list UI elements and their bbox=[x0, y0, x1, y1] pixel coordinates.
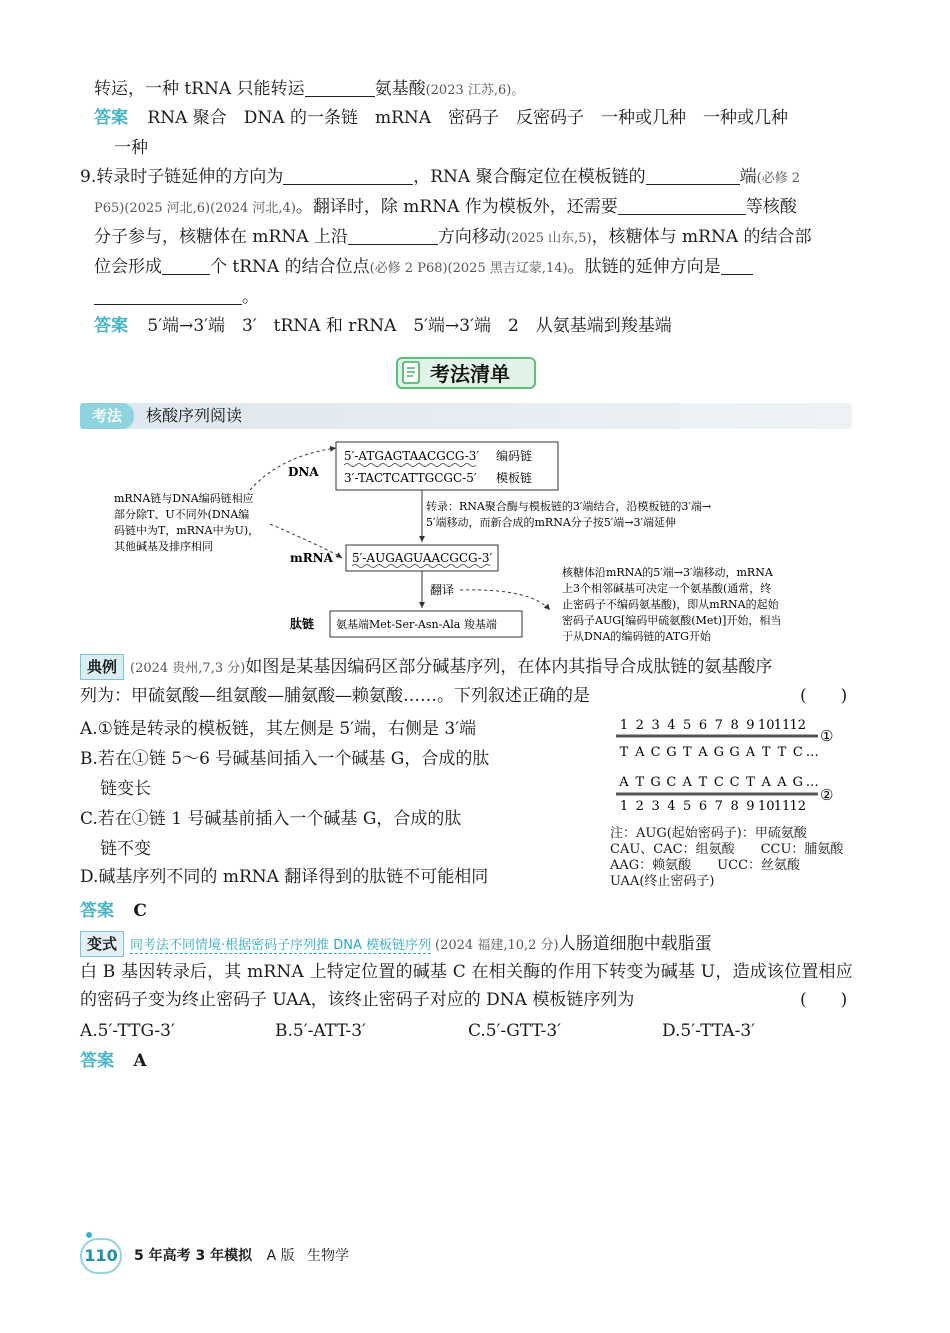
source-note: (必修 2 P68)(2025 黑吉辽蒙,14) bbox=[369, 261, 568, 276]
strand-2-mark: ② bbox=[820, 786, 834, 804]
note-line: CAU、CAC：组氨酸 CCU：脯氨酸 bbox=[610, 842, 844, 857]
base-position-number: 12 bbox=[789, 799, 807, 810]
footer-book-info bbox=[134, 1246, 349, 1266]
text: ，RNA 聚合酶定位在模板链的 bbox=[413, 167, 646, 187]
base-position-number: 8 bbox=[730, 718, 739, 733]
variant-option-a: A.5′-TTG-3′ bbox=[80, 1021, 175, 1041]
variant-line1 bbox=[80, 931, 712, 957]
base-position-number: 2 bbox=[635, 718, 644, 733]
strand-2-base: A bbox=[682, 775, 692, 790]
answer-text: 5′端→3′端 3′ tRNA 和 rRNA 5′端→3′端 2 从氨基端到羧基端 bbox=[147, 316, 672, 336]
transcription-note-line: 5′端移动，而新合成的mRNA分子按5′端→3′端延伸 bbox=[426, 516, 676, 529]
answer-blank bbox=[721, 256, 753, 275]
text: 。肽链的延伸方向是 bbox=[567, 257, 721, 277]
coding-strand-seq: 5′-ATGAGTAACGCG-3′ bbox=[344, 449, 480, 463]
option-b: B.若在①链 5～6 号碱基间插入一个碱基 G，合成的肽 bbox=[80, 749, 490, 769]
source-note: (必修 2 bbox=[756, 171, 801, 186]
ellipsis: … bbox=[805, 775, 819, 790]
base-position-number: 4 bbox=[667, 799, 676, 810]
answer-label: 答案 bbox=[80, 1051, 114, 1071]
example-answer bbox=[80, 900, 147, 922]
book-subject: 生物学 bbox=[307, 1248, 350, 1264]
strand-1-base: T bbox=[682, 745, 692, 760]
q8-answer-cont bbox=[114, 137, 148, 159]
coding-strand-name: 编码链 bbox=[496, 449, 533, 463]
source-note: (2023 江苏,6)。 bbox=[425, 83, 525, 98]
answer-label: 答案 bbox=[94, 108, 128, 128]
template-strand-name: 模板链 bbox=[496, 471, 533, 485]
variant-paren: ( ) bbox=[800, 990, 848, 1010]
strand-1-base: A bbox=[745, 745, 756, 760]
q9-line5 bbox=[94, 286, 259, 308]
source-note: (2024 贵州,7,3 分) bbox=[130, 661, 246, 676]
right-note-line: 上3个相邻碱基可决定一个氨基酸(通常，终 bbox=[562, 582, 772, 595]
strand-1-base: G bbox=[713, 745, 724, 760]
left-note-line: mRNA链与DNA编码链相应 bbox=[114, 492, 254, 505]
right-note-line: 核糖体沿mRNA的5′端→3′端移动，mRNA bbox=[562, 566, 773, 579]
checklist-icon bbox=[400, 359, 424, 387]
option-a: A.①链是转录的模板链，其左侧是 5′端，右侧是 3′端 bbox=[80, 719, 477, 739]
option-c: C.若在①链 1 号碱基前插入一个碱基 G，合成的肽 bbox=[80, 809, 462, 829]
transcription-note-line: 转录：RNA聚合酶与模板链的3′端结合，沿模板链的3′端→ bbox=[426, 500, 712, 513]
text: 端 bbox=[739, 167, 757, 187]
answer-blank bbox=[305, 78, 375, 97]
answer-label: 答案 bbox=[94, 316, 128, 336]
wavy-underline bbox=[344, 464, 476, 467]
text: 方向移动 bbox=[437, 227, 506, 247]
text: 9.转录时子链延伸的方向为 bbox=[80, 167, 284, 187]
answer-blank bbox=[283, 166, 413, 185]
note-line: UAA(终止密码子) bbox=[610, 874, 715, 889]
base-position-number: 6 bbox=[698, 799, 708, 810]
note-line: AAG：赖氨酸 UCC：丝氨酸 bbox=[610, 858, 801, 873]
mrna-seq: 5′-AUGAGUAACGCG-3′ bbox=[352, 551, 493, 565]
left-note-line: 部分除T、U不同外(DNA编 bbox=[114, 508, 250, 521]
base-position-number: 3 bbox=[651, 718, 660, 733]
variant-option-b: B.5′-ATT-3′ bbox=[275, 1021, 366, 1041]
method-bar bbox=[80, 403, 852, 429]
strand-2-base: G bbox=[792, 775, 803, 790]
strand-2-base: T bbox=[746, 775, 755, 790]
base-position-number: 9 bbox=[746, 718, 755, 733]
text: 等核酸 bbox=[745, 197, 797, 217]
text: 。翻译时，除 mRNA 作为模板外，还需要 bbox=[295, 197, 618, 217]
strand-1-base: T bbox=[761, 745, 771, 760]
text: 氨基酸 bbox=[374, 79, 426, 99]
strand-1-base: G bbox=[666, 745, 677, 760]
base-position-number: 7 bbox=[714, 799, 723, 810]
base-position-number: 6 bbox=[698, 718, 708, 733]
right-note-line: 密码子AUG[编码甲硫氨酸(Met)]开始，相当 bbox=[562, 614, 782, 627]
translation-label: 翻译 bbox=[430, 583, 455, 597]
base-position-number: 8 bbox=[730, 799, 739, 810]
dna-label: DNA bbox=[288, 465, 319, 479]
page-number-badge bbox=[80, 1238, 122, 1274]
answer-text: A bbox=[133, 1051, 147, 1071]
strand-2-base: C bbox=[713, 775, 724, 790]
q8-line-end bbox=[94, 78, 524, 102]
text: 个 tRNA 的结合位点 bbox=[210, 257, 370, 277]
left-note-line: 其他碱基及排序相同 bbox=[114, 540, 213, 553]
answer-label: 答案 bbox=[80, 901, 114, 921]
strand-2-base: T bbox=[698, 775, 708, 790]
source-note: (2025 山东,5) bbox=[505, 231, 592, 246]
answer-text: RNA 聚合 DNA 的一条链 mRNA 密码子 反密码子 一种或几种 一种或几种 bbox=[147, 108, 789, 128]
section-title-badge bbox=[396, 357, 536, 389]
dashed-arrow-right bbox=[460, 590, 550, 610]
base-position-number: 10 bbox=[757, 799, 775, 810]
strand-2-base: A bbox=[619, 775, 629, 790]
option-c-cont: 链不变 bbox=[100, 839, 151, 859]
base-position-number: 12 bbox=[789, 718, 807, 733]
base-position-number: 11 bbox=[773, 718, 791, 733]
q9-line2 bbox=[94, 196, 797, 220]
base-position-number: 7 bbox=[714, 718, 723, 733]
base-position-number: 3 bbox=[651, 799, 660, 810]
nucleic-acid-diagram bbox=[110, 438, 830, 648]
strand-1-base: T bbox=[619, 745, 629, 760]
variant-tag: 变式 bbox=[80, 931, 124, 957]
mrna-label: mRNA bbox=[290, 551, 333, 565]
option-b-cont: 链变长 bbox=[100, 779, 151, 799]
variant-option-d: D.5′-TTA-3′ bbox=[662, 1021, 756, 1041]
text: 转运，一种 tRNA 只能转运 bbox=[94, 79, 305, 99]
answer-blank bbox=[618, 196, 746, 215]
option-d: D.碱基序列不同的 mRNA 翻译得到的肽链不可能相同 bbox=[80, 867, 489, 887]
book-edition: A 版 bbox=[266, 1248, 295, 1264]
q8-answer bbox=[94, 107, 788, 129]
variant-answer bbox=[80, 1050, 147, 1072]
q9-answer bbox=[94, 315, 672, 337]
answer-text: C bbox=[133, 901, 147, 921]
q9-line1 bbox=[80, 166, 800, 190]
strand-2-base: T bbox=[635, 775, 645, 790]
text: 位会形成 bbox=[94, 257, 162, 277]
strand-1-base: C bbox=[650, 745, 661, 760]
base-position-number: 10 bbox=[757, 718, 775, 733]
base-position-number: 1 bbox=[619, 718, 629, 733]
strand-1-base: A bbox=[698, 745, 708, 760]
example-line1 bbox=[80, 654, 772, 680]
base-position-number: 11 bbox=[773, 799, 791, 810]
strand-1-base: G bbox=[729, 745, 740, 760]
strand-1-base: C bbox=[792, 745, 803, 760]
source-note: (2024 福建,10,2 分) bbox=[435, 938, 559, 953]
strand-2-base: A bbox=[761, 775, 771, 790]
dna-strand-figure bbox=[612, 714, 862, 810]
variant-option-c: C.5′-GTT-3′ bbox=[468, 1021, 562, 1041]
page-number: 110 bbox=[84, 1246, 118, 1265]
method-subtitle: 核酸序列阅读 bbox=[146, 406, 243, 425]
base-position-number: 5 bbox=[683, 799, 692, 810]
base-position-number: 1 bbox=[619, 799, 629, 810]
base-position-number: 2 bbox=[635, 799, 644, 810]
template-strand-seq: 3′-TACTCATTGCGC-5′ bbox=[344, 471, 477, 485]
strand-2-base: C bbox=[729, 775, 740, 790]
strand-1-mark: ① bbox=[820, 727, 834, 745]
codon-notes bbox=[610, 826, 843, 890]
text: 。 bbox=[242, 287, 259, 307]
section-title: 考法清单 bbox=[430, 362, 510, 386]
example-line2 bbox=[80, 685, 590, 707]
answer-blank bbox=[348, 226, 438, 245]
variant-line2: 白 B 基因转录后，其 mRNA 上特定位置的碱基 C 在相关酶的作用下转变为碱基 U，造成该位置相应 bbox=[80, 962, 853, 982]
answer-blank bbox=[94, 286, 242, 305]
base-position-number: 5 bbox=[683, 718, 692, 733]
text: ，核糖体与 mRNA 的结合部 bbox=[591, 227, 812, 247]
peptide-seq: 氨基端Met-Ser-Asn-Ala 羧基端 bbox=[336, 618, 497, 631]
answer-blank bbox=[646, 166, 740, 185]
text: 列为：甲硫氨酸—组氨酸—脯氨酸—赖氨酸……。下列叙述正确的是 bbox=[80, 686, 590, 706]
example-tag: 典例 bbox=[80, 654, 124, 680]
base-position-number: 9 bbox=[746, 799, 755, 810]
left-note-line: 码链中为T，mRNA中为U)， bbox=[114, 524, 260, 537]
peptide-label: 肽链 bbox=[290, 617, 315, 631]
book-title: 5 年高考 3 年模拟 bbox=[134, 1248, 253, 1264]
strand-2-base: C bbox=[666, 775, 677, 790]
strand-2-base: G bbox=[650, 775, 661, 790]
strand-1-base: A bbox=[635, 745, 645, 760]
variant-line3: 的密码子变为终止密码子 UAA，该终止密码子对应的 DNA 模板链序列为 bbox=[80, 990, 635, 1010]
answer-text: 一种 bbox=[114, 138, 148, 158]
right-note-line: 于从DNA的编码链的ATG开始 bbox=[562, 630, 711, 643]
q9-line3 bbox=[94, 226, 812, 250]
text: 如图是某基因编码区部分碱基序列，在体内其指导合成肽链的氨基酸序 bbox=[245, 657, 773, 677]
answer-blank bbox=[162, 256, 210, 275]
variant-context: 同考法不同情境·根据密码子序列推 DNA 模板链序列 bbox=[130, 938, 432, 953]
page-dot bbox=[86, 1232, 92, 1238]
method-tag: 考法 bbox=[80, 403, 134, 429]
strand-1-base: T bbox=[777, 745, 787, 760]
ellipsis: … bbox=[805, 745, 819, 760]
source-note: P65)(2025 河北,6)(2024 河北,4) bbox=[94, 201, 296, 216]
strand-2-base: A bbox=[777, 775, 787, 790]
right-note-line: 止密码子不编码氨基酸)，即从mRNA的起始 bbox=[562, 598, 779, 611]
text: 分子参与，核糖体在 mRNA 上沿 bbox=[94, 227, 348, 247]
example-paren: ( ) bbox=[800, 686, 848, 706]
note-line: 注：AUG(起始密码子)：甲硫氨酸 bbox=[610, 826, 807, 841]
text: 人肠道细胞中载脂蛋 bbox=[558, 934, 712, 954]
q9-line4 bbox=[94, 256, 753, 280]
base-position-number: 4 bbox=[667, 718, 676, 733]
